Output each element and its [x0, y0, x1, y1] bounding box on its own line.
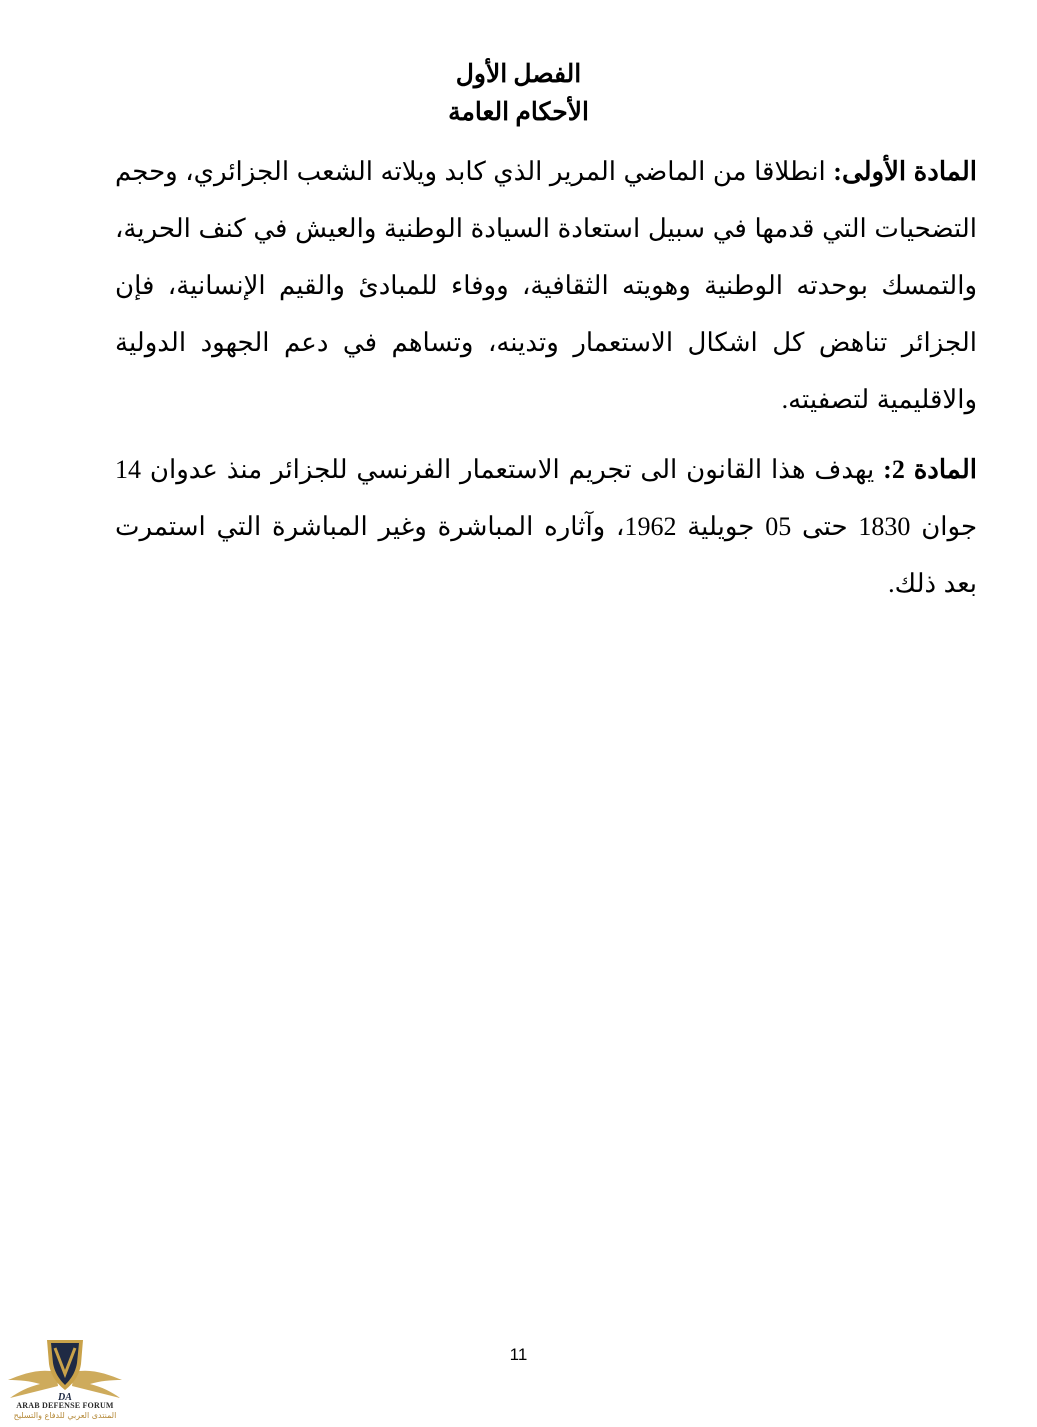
page-number: 11 [509, 1345, 528, 1364]
article-1-label: المادة الأولى: [833, 157, 977, 186]
article-1 [115, 143, 977, 428]
watermark-badge: DA [58, 1392, 72, 1403]
chapter-title: الفصل الأول [455, 61, 582, 88]
article-2-label: المادة 2: [883, 455, 977, 484]
watermark-subtitle: المنتدى العربي للدفاع والتسليح [13, 1411, 117, 1420]
article-1-text: انطلاقا من الماضي المرير الذي كابد ويلاته الشعب الجزائري، وحجم التضحيات التي قدمها في سبيل استعادة السيادة الوطنية والعيش في كنف الحرية، والتمسك بوحدته الوطنية وهويته الثقافية، ووفاء للمبادئ والقيم الإنسانية، فإن الجزائر تناهض كل اشكال الاستعمار وتدينه، وتساهم في دعم الجهود الدولية والاقليمية لتصفيته. [115, 157, 977, 414]
watermark-title: ARAB DEFENSE FORUM [16, 1401, 114, 1410]
forum-watermark-logo [6, 1334, 124, 1424]
shield-wings-icon [6, 1334, 124, 1404]
article-2 [115, 441, 977, 612]
section-title: الأحكام العامة [448, 99, 589, 126]
article-2-text: يهدف هذا القانون الى تجريم الاستعمار الفرنسي للجزائر منذ عدوان 14 جوان 1830 حتى 05 جويلية 1962، وآثاره المباشرة وغير المباشرة التي استمرت بعد ذلك. [115, 455, 978, 598]
